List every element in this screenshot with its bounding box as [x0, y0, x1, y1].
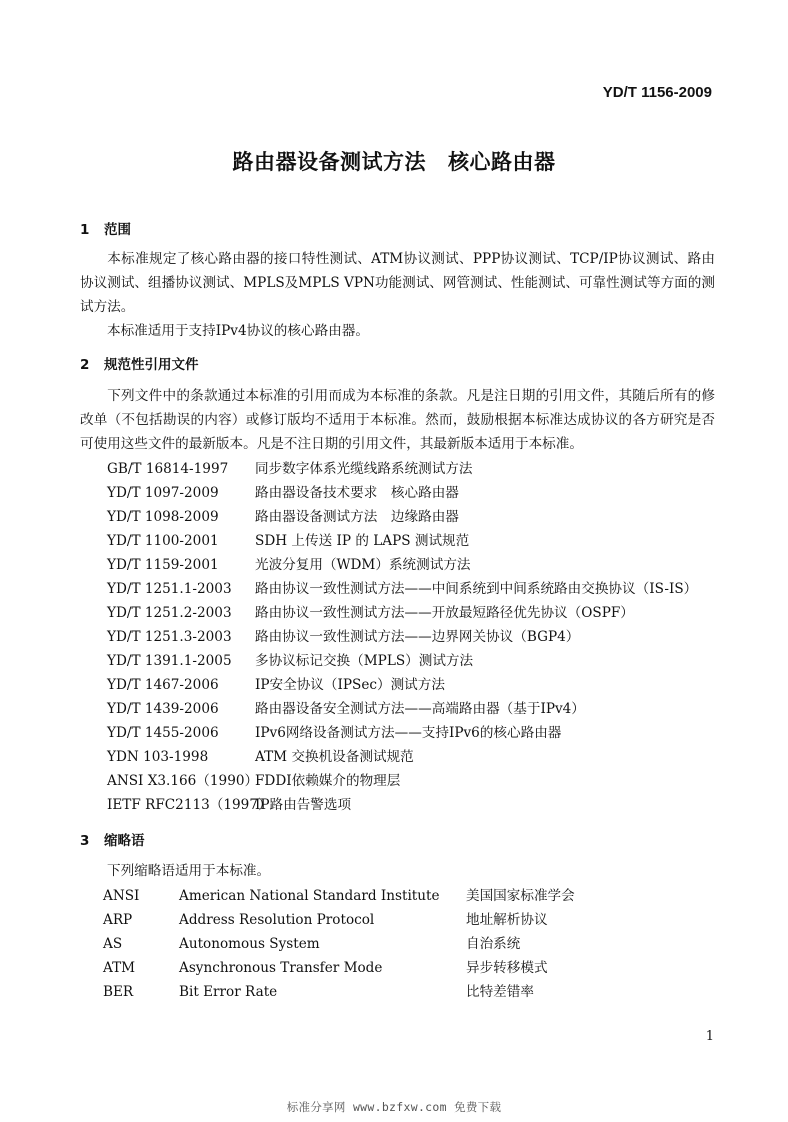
section-2-paragraph-1: 下列文件中的条款通过本标准的引用而成为本标准的条款。凡是注日期的引用文件，其随后所有的修改单（不包括勘误的内容）或修订版均不适用于本标准。然而，鼓励根据本标准达成协议的各方研究是否可使用这些文件的最新版本。凡是不注日期的引用文件，其最新版本适用于本标准。 [80, 388, 715, 452]
abbreviation-chinese: 异步转移模式 [466, 960, 548, 976]
reference-code: YD/T 1439-2006 [107, 701, 219, 717]
reference-item [107, 673, 445, 697]
section-title: 规范性引用文件 [104, 357, 199, 373]
section-number: 2 [80, 357, 90, 373]
abbreviation: ARP [103, 912, 133, 928]
reference-code: YD/T 1100-2001 [107, 533, 219, 549]
abbreviation-chinese: 地址解析协议 [466, 912, 548, 928]
abbreviation: AS [103, 936, 123, 952]
section-number: 1 [80, 222, 90, 238]
reference-code: YD/T 1455-2006 [107, 725, 219, 741]
section-2-heading [80, 353, 199, 373]
section-3-heading [80, 829, 145, 849]
abbreviation-english: Autonomous System [179, 936, 320, 952]
abbreviation: ANSI [103, 888, 140, 904]
reference-title: 路由器设备安全测试方法——高端路由器（基于IPv4） [255, 701, 585, 717]
reference-code: YD/T 1097-2009 [107, 485, 219, 501]
title-part-1: 路由器设备测试方法 [232, 150, 426, 174]
abbreviation-row [103, 932, 520, 956]
reference-item [107, 697, 585, 721]
reference-code: YD/T 1391.1-2005 [107, 653, 232, 669]
standard-code: YD/T 1156-2009 [602, 84, 712, 101]
abbreviation-chinese: 自治系统 [466, 936, 521, 952]
reference-title: 路由器设备技术要求 核心路由器 [255, 485, 459, 501]
section-1-paragraph-2: 本标准适用于支持IPv4协议的核心路由器。 [107, 323, 369, 339]
reference-title: 多协议标记交换（MPLS）测试方法 [255, 653, 474, 669]
page-number: 1 [705, 1029, 714, 1044]
reference-item [107, 793, 351, 817]
reference-code: IETF RFC2113（1997） [107, 797, 272, 813]
reference-code: ANSI X3.166（1990） [107, 773, 259, 789]
reference-code: YD/T 1467-2006 [107, 677, 219, 693]
section-title: 缩略语 [104, 833, 145, 849]
abbreviation-english: Address Resolution Protocol [179, 912, 375, 928]
abbreviation-english: Bit Error Rate [179, 984, 278, 1000]
reference-code: YD/T 1251.3-2003 [107, 629, 232, 645]
reference-code: YD/T 1251.2-2003 [107, 605, 232, 621]
abbreviation-row [103, 884, 575, 908]
reference-title: ATM 交换机设备测试规范 [255, 749, 414, 765]
reference-item [107, 529, 469, 553]
reference-item [107, 601, 634, 625]
abbreviation: BER [103, 984, 134, 1000]
abbreviation-english: American National Standard Institute [179, 888, 440, 904]
reference-title: SDH 上传送 IP 的 LAPS 测试规范 [255, 533, 470, 549]
reference-item [107, 721, 561, 745]
document-title [0, 146, 788, 176]
section-1-heading [80, 218, 131, 238]
reference-code: YDN 103-1998 [107, 749, 209, 765]
reference-title: 同步数字体系光缆线路系统测试方法 [255, 461, 473, 477]
abbreviation: ATM [103, 960, 136, 976]
abbreviation-row [103, 908, 548, 932]
reference-title: 光波分复用（WDM）系统测试方法 [255, 557, 471, 573]
abbreviation-row [103, 956, 548, 980]
section-1-paragraph-1: 本标准规定了核心路由器的接口特性测试、ATM协议测试、PPP协议测试、TCP/IP协议测试、路由协议测试、组播协议测试、MPLS及MPLS VPN功能测试、网管测试、性能测试、可靠性测试等方面的测试方法。 [80, 251, 715, 315]
reference-item [107, 649, 473, 673]
section-number: 3 [80, 833, 90, 849]
reference-item [107, 745, 414, 769]
reference-item [107, 505, 459, 529]
reference-item [107, 553, 471, 577]
reference-title: 路由协议一致性测试方法——开放最短路径优先协议（OSPF） [255, 605, 634, 621]
section-3-paragraph-1: 下列缩略语适用于本标准。 [107, 863, 271, 879]
reference-item [107, 457, 473, 481]
reference-item [107, 769, 400, 793]
reference-item [107, 577, 697, 601]
reference-title: 路由协议一致性测试方法——边界网关协议（BGP4） [255, 629, 580, 645]
reference-title: IP路由告警选项 [255, 797, 352, 813]
reference-item [107, 625, 579, 649]
footer-watermark: 标准分享网 www.bzfxw.com 免费下载 [286, 1100, 502, 1114]
abbreviation-chinese: 美国国家标准学会 [466, 888, 575, 904]
abbreviation-row [103, 980, 534, 1004]
section-title: 范围 [104, 222, 131, 238]
reference-title: IPv6网络设备测试方法——支持IPv6的核心路由器 [255, 725, 562, 741]
reference-code: YD/T 1098-2009 [107, 509, 219, 525]
abbreviation-english: Asynchronous Transfer Mode [179, 960, 383, 976]
reference-item [107, 481, 459, 505]
reference-title: IP安全协议（IPSec）测试方法 [255, 677, 445, 693]
reference-title: 路由协议一致性测试方法——中间系统到中间系统路由交换协议（IS-IS） [255, 581, 698, 597]
reference-code: GB/T 16814-1997 [107, 461, 229, 477]
reference-code: YD/T 1251.1-2003 [107, 581, 232, 597]
abbreviation-chinese: 比特差错率 [466, 984, 534, 1000]
reference-code: YD/T 1159-2001 [107, 557, 219, 573]
title-part-2: 核心路由器 [448, 150, 556, 174]
reference-title: 路由器设备测试方法 边缘路由器 [255, 509, 459, 525]
reference-title: FDDI依赖媒介的物理层 [255, 773, 401, 789]
